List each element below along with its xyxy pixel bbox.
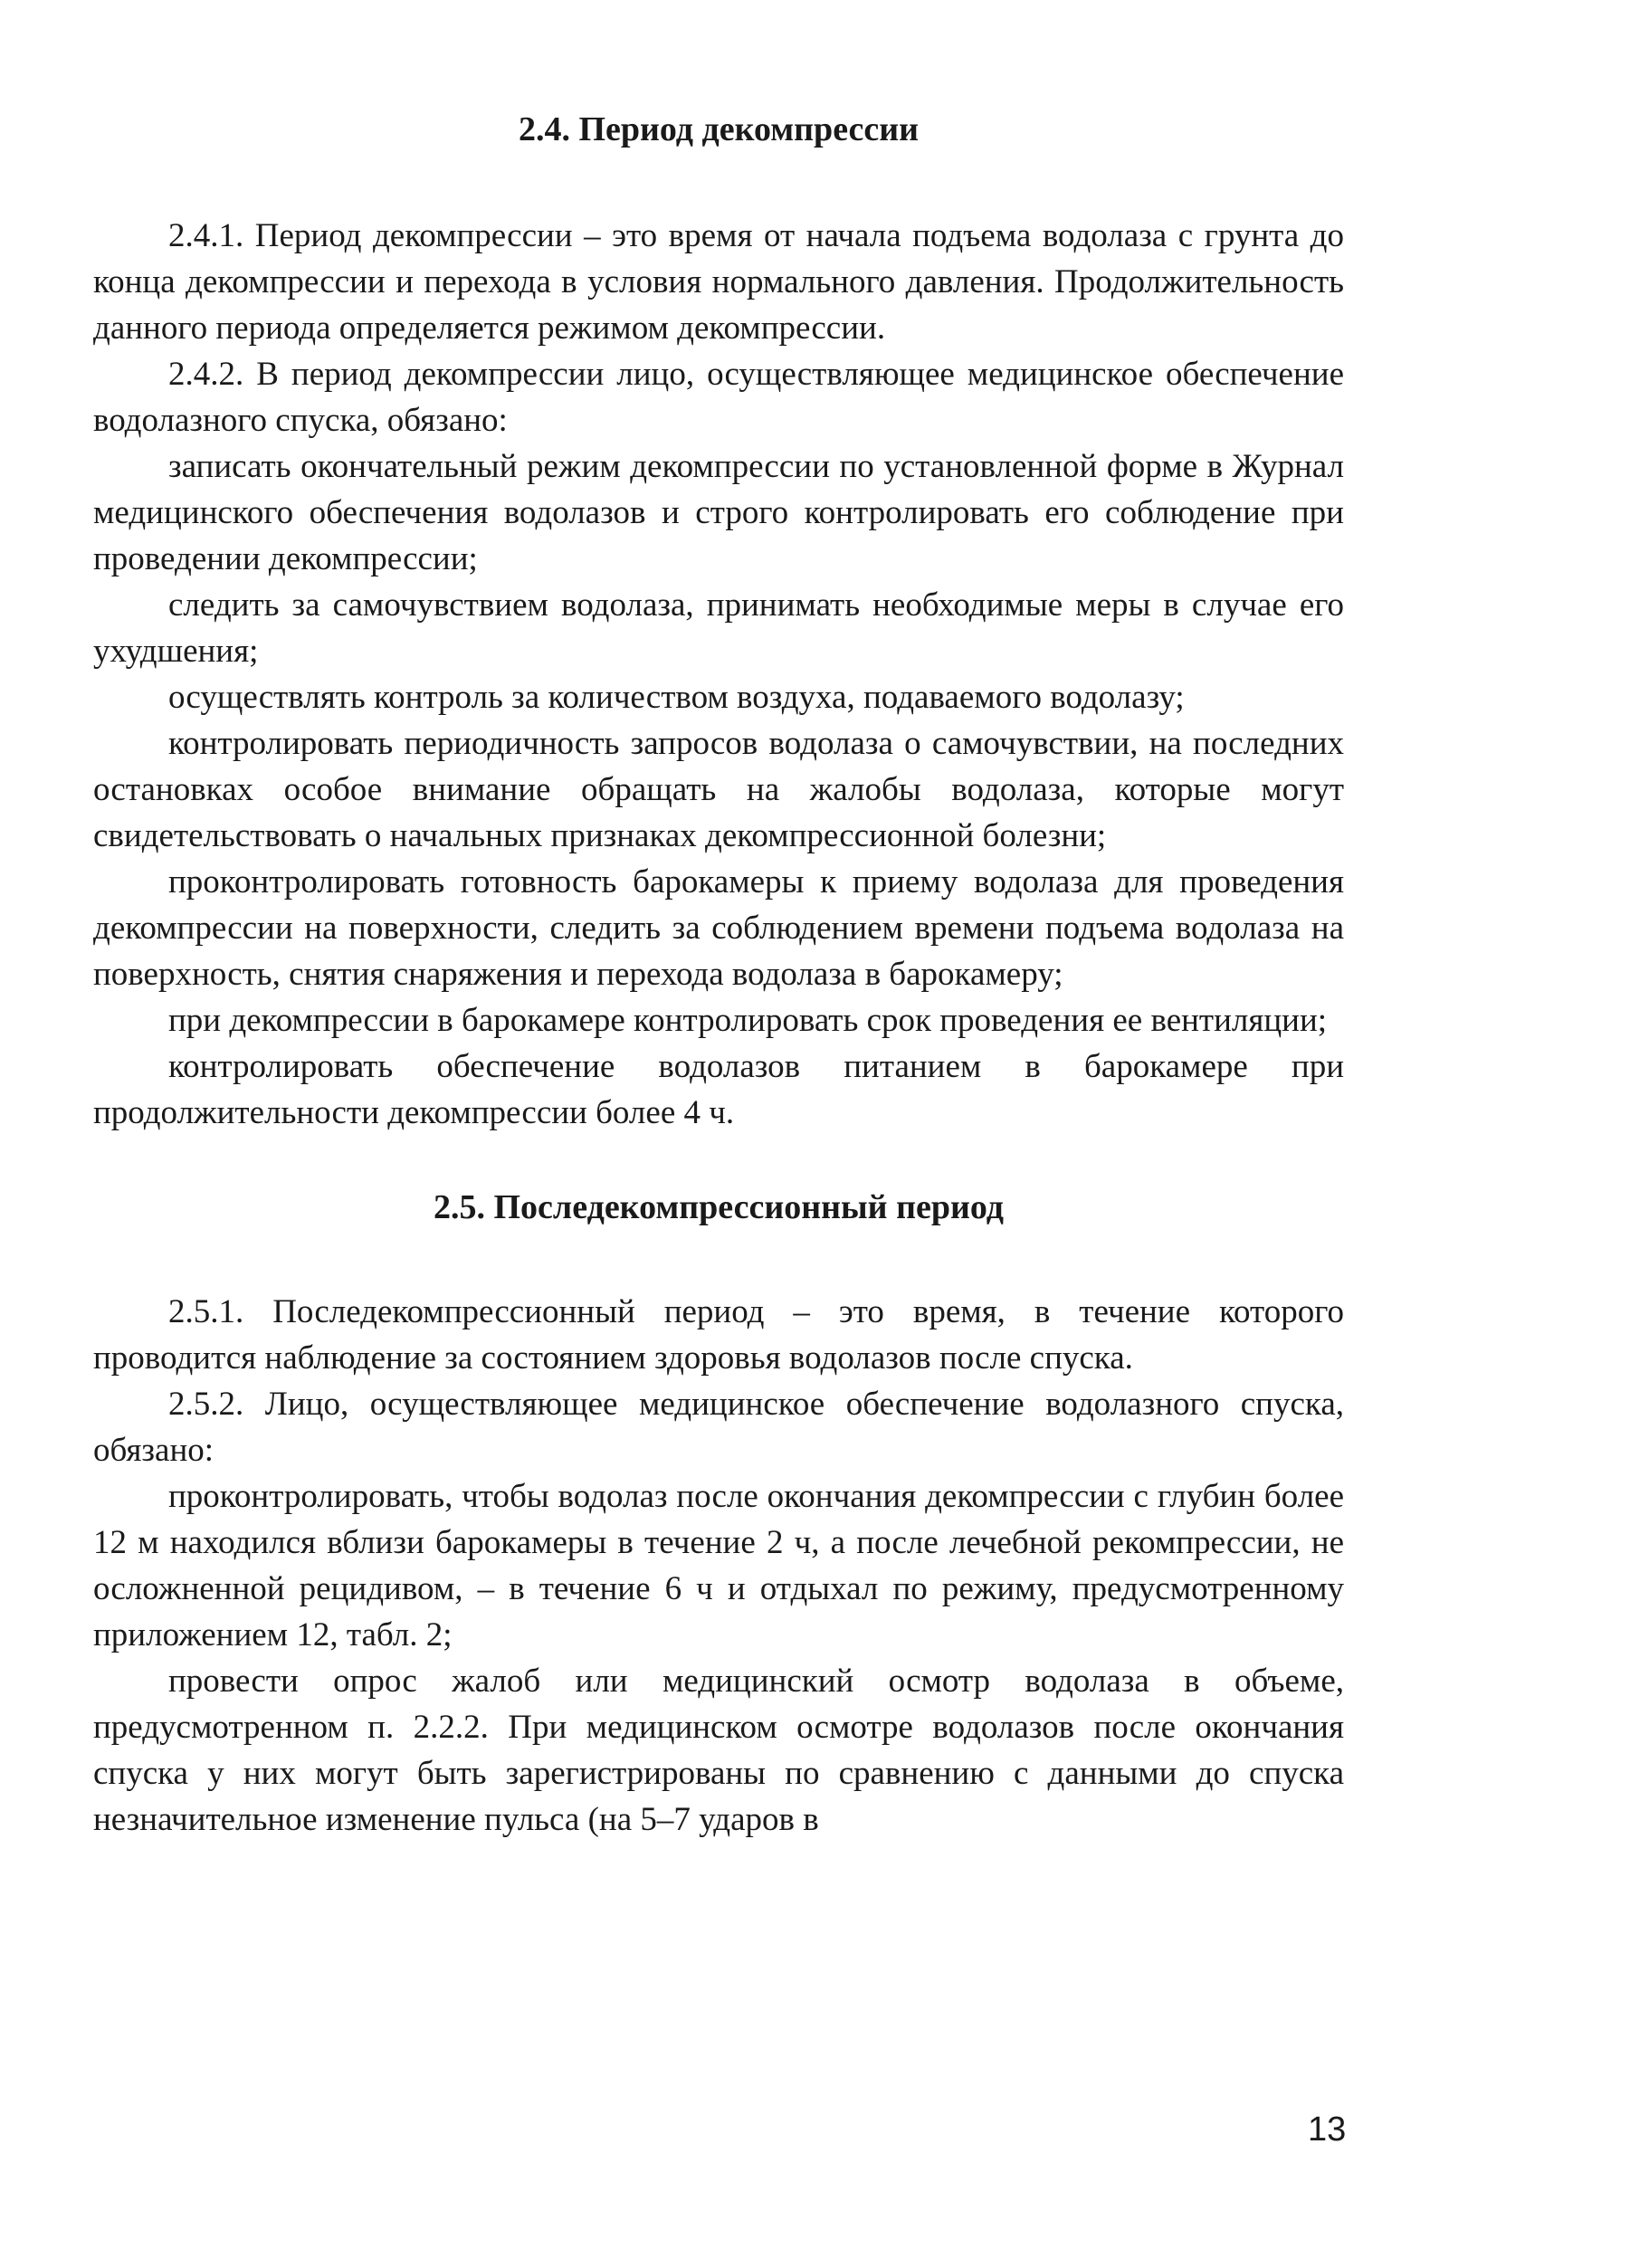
duty-record-regime: записать окончательный режим декомпрессии по установленной форме в Журнал медицинского обеспечения водолазов и строго контролировать его соблюдение при проведении декомпрессии;: [93, 448, 1344, 577]
section-heading-2-4: 2.4. Период декомпрессии: [518, 110, 920, 148]
duty-post-observation: проконтролировать, чтобы водолаз после окончания декомпрессии с глубин более 12 м находился вблизи барокамеры в течение 2 ч, а после лечебной рекомпрессии, не осложненной рецидивом, – в течение 6 ч и отдыхал по режиму, предусмотренному приложением 12, табл. 2;: [93, 1478, 1344, 1653]
page-number: 13: [1308, 2111, 1347, 2149]
document-page: [93, 107, 1344, 1843]
paragraph-2-4-2: 2.4.2. В период декомпрессии лицо, осуществляющее медицинское обеспечение водолазного спуска, обязано:: [93, 356, 1344, 439]
paragraph-2-5-1: 2.5.1. Последекомпрессионный период – это время, в течение которого проводится наблюдение за состоянием здоровья водолазов после спуска.: [93, 1293, 1344, 1377]
duty-air-control: осуществлять контроль за количеством воздуха, подаваемого водолазу;: [168, 679, 1185, 716]
duty-chamber-ventilation: при декомпрессии в барокамере контролировать срок проведения ее вентиляции;: [168, 1002, 1328, 1039]
duty-post-examination: провести опрос жалоб или медицинский осмотр водолаза в объеме, предусмотренном п. 2.2.2. При медицинском осмотре водолазов после окончания спуска у них могут быть зарегистрированы по сравнению с данными до спуска незначительное изменение пульса (на 5–7 ударов в: [93, 1663, 1344, 1838]
duty-chamber-food: контролировать обеспечение водолазов питанием в барокамере при продолжительности декомпрессии более 4 ч.: [93, 1048, 1344, 1131]
duty-monitor-wellbeing: следить за самочувствием водолаза, принимать необходимые меры в случае его ухудшения;: [93, 586, 1344, 670]
section-heading-2-5: 2.5. Последекомпрессионный период: [433, 1188, 1004, 1226]
paragraph-2-4-1: 2.4.1. Период декомпрессии – это время от начала подъема водолаза с грунта до конца декомпрессии и перехода в условия нормального давления. Продолжительность данного периода определяется режимом декомпрессии.: [93, 217, 1344, 347]
duty-query-periodicity: контролировать периодичность запросов водолаза о самочувствии, на последних остановках особое внимание обращать на жалобы водолаза, которые могут свидетельствовать о начальных признаках декомпрессионной болезни;: [93, 725, 1344, 854]
duty-chamber-readiness: проконтролировать готовность барокамеры к приему водолаза для проведения декомпрессии на поверхности, следить за соблюдением времени подъема водолаза на поверхность, снятия снаряжения и перехода водолаза в барокамеру;: [93, 863, 1344, 993]
paragraph-2-5-2: 2.5.2. Лицо, осуществляющее медицинское обеспечение водолазного спуска, обязано:: [93, 1386, 1344, 1469]
